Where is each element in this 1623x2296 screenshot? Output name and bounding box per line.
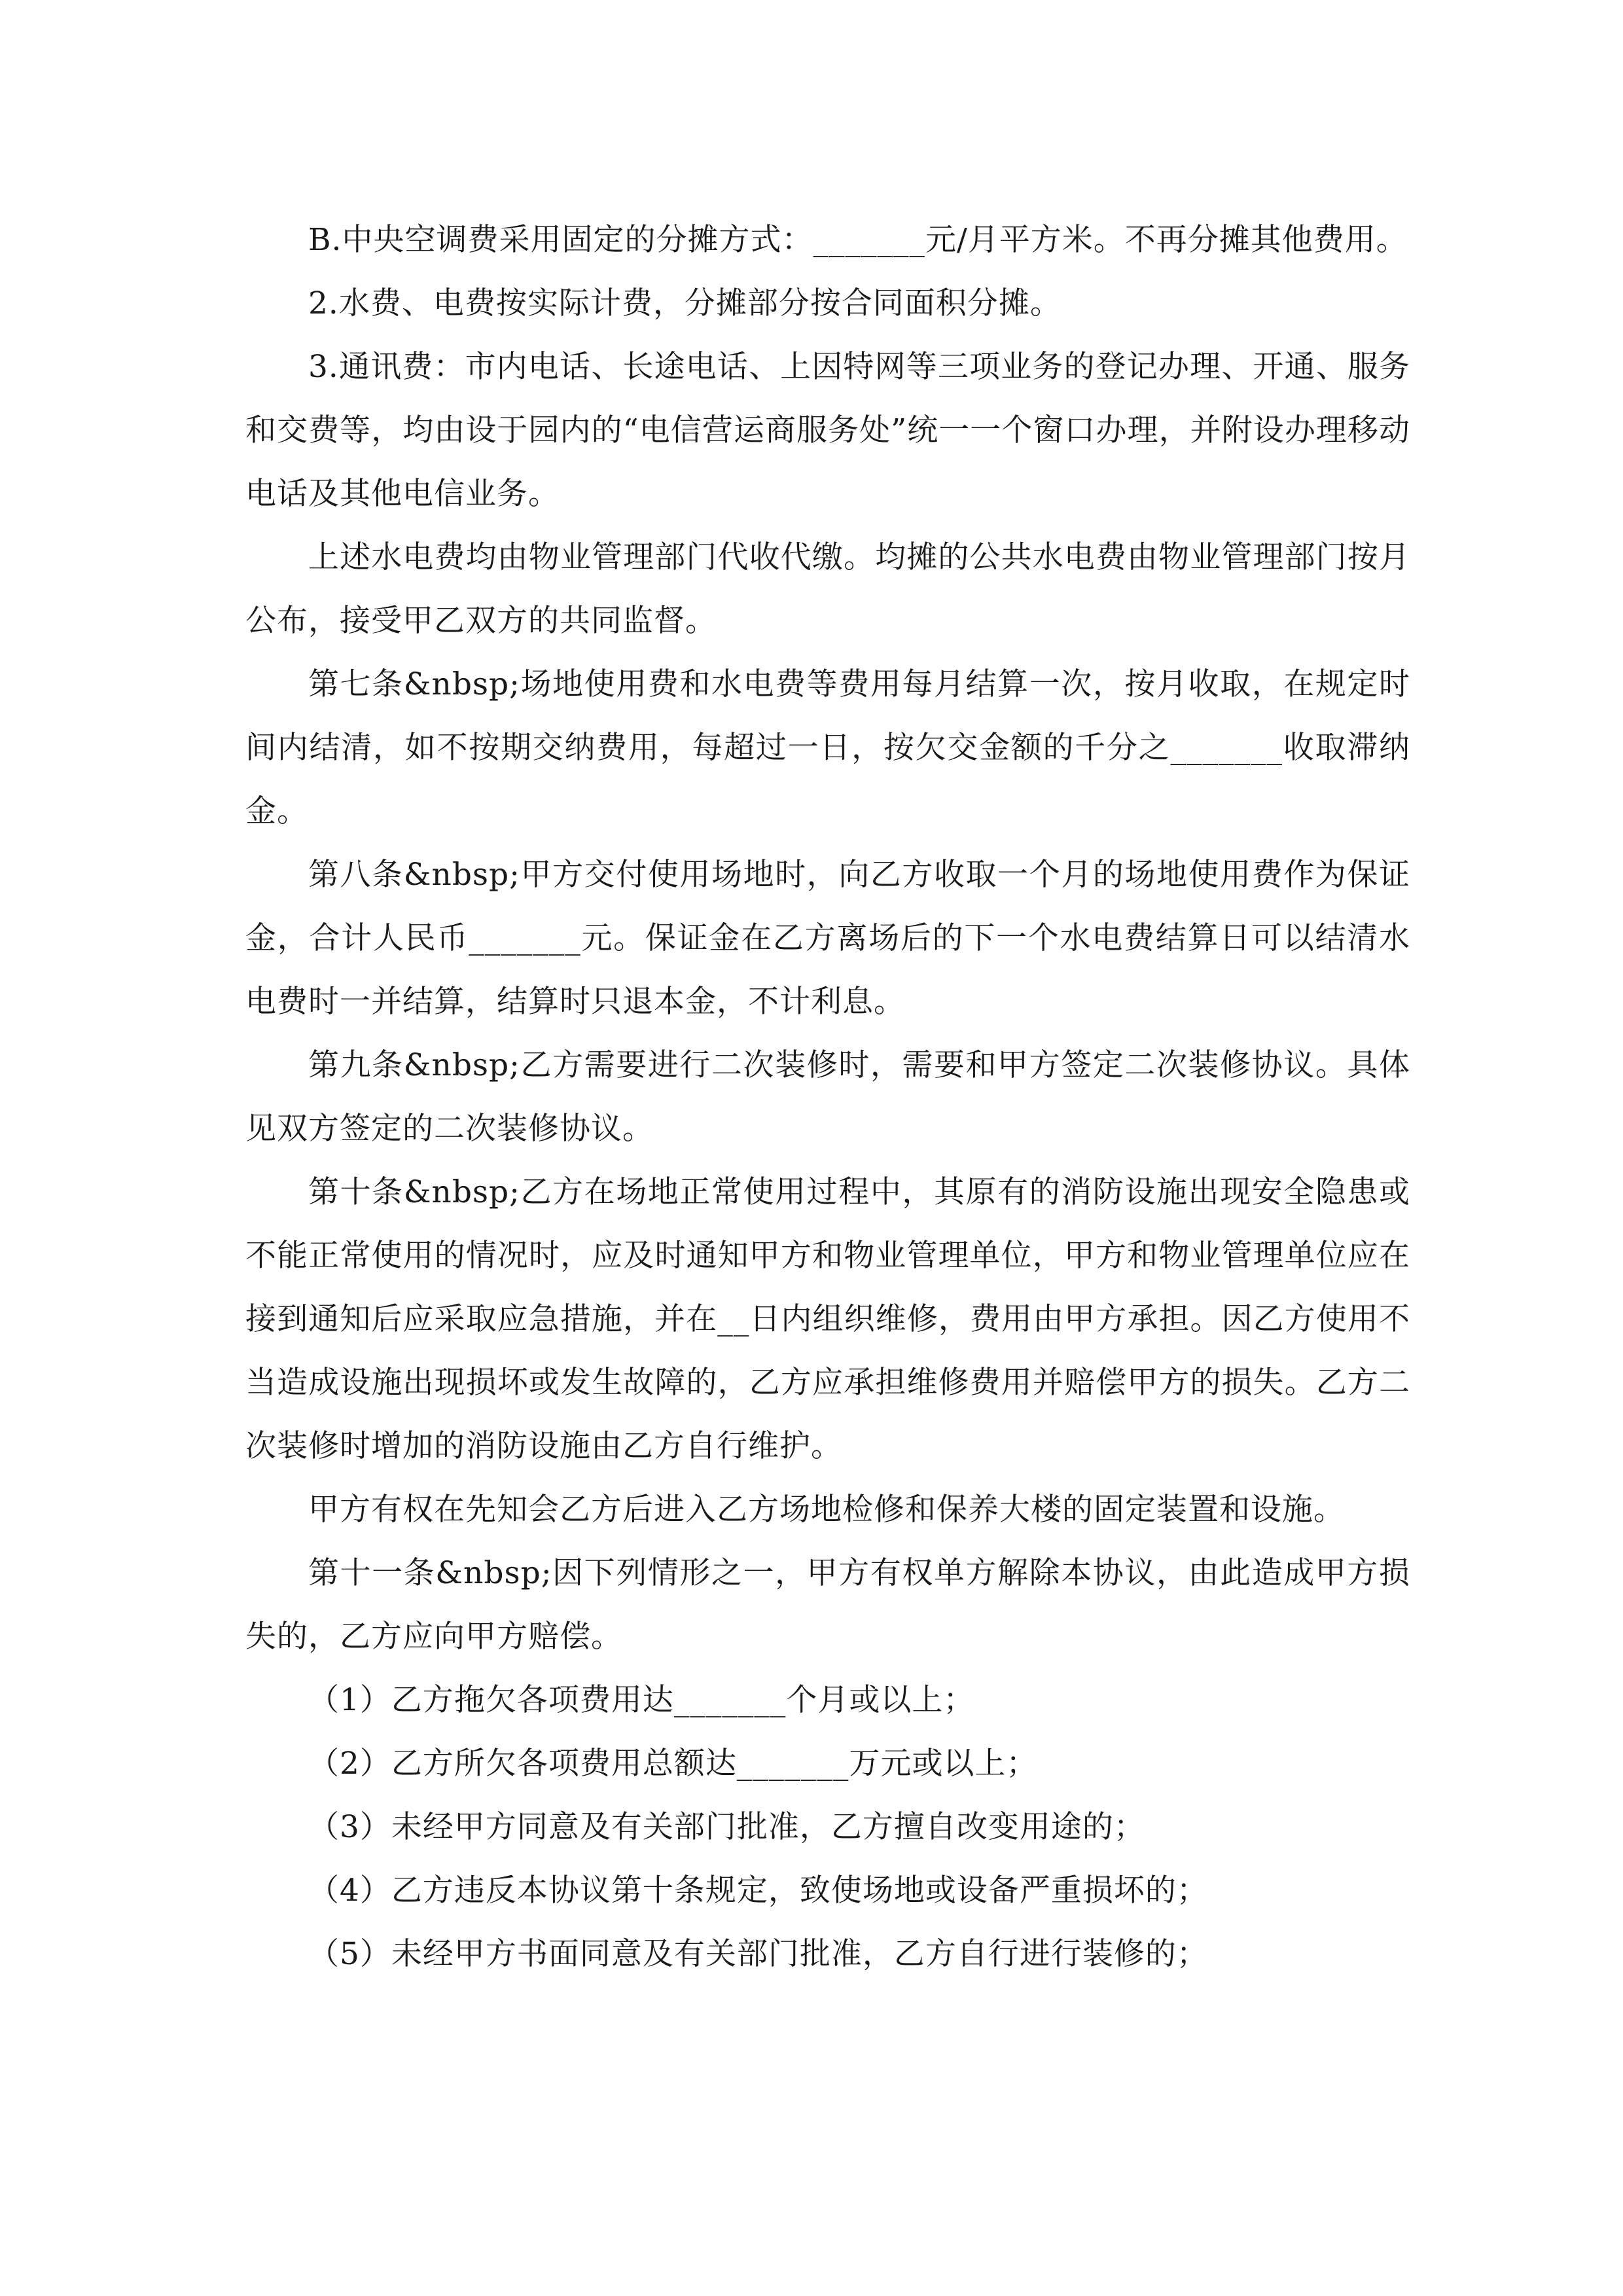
paragraph-article-10: 第十条&nbsp;乙方在场地正常使用过程中，其原有的消防设施出现安全隐患或不能正常使用的情况时，应及时通知甲方和物业管理单位，甲方和物业管理单位应在接到通知后应采取应急措施，并在__日内组织维修，费用由甲方承担。因乙方使用不当造成设施出现损坏或发生故障的，乙方应承担维修费用并赔偿甲方的损失。乙方二次装修时增加的消防设施由乙方自行维护。	[245, 1174, 1410, 1464]
paragraph-water-electricity: 2.水费、电费按实际计费，分摊部分按合同面积分摊。	[308, 285, 1061, 321]
document-body	[245, 208, 1410, 1986]
paragraph-telecom-fee: 3.通讯费：市内电话、长途电话、上因特网等三项业务的登记办理、开通、服务和交费等，均由设于园内的“电信营运商服务处”统一一个窗口办理，并附设办理移动电话及其他电信业务。	[245, 349, 1410, 512]
paragraph-inspection-right: 甲方有权在先知会乙方后进入乙方场地检修和保养大楼的固定装置和设施。	[308, 1492, 1345, 1528]
list-item-3: （3）未经甲方同意及有关部门批准，乙方擅自改变用途的；	[308, 1809, 1145, 1845]
paragraph-utility-collection: 上述水电费均由物业管理部门代收代缴。均摊的公共水电费由物业管理部门按月公布，接受甲乙双方的共同监督。	[245, 539, 1410, 639]
paragraph-article-7: 第七条&nbsp;场地使用费和水电费等费用每月结算一次，按月收取，在规定时间内结清，如不按期交纳费用，每超过一日，按欠交金额的千分之_______收取滞纳金。	[245, 666, 1410, 829]
list-item-5: （5）未经甲方书面同意及有关部门批准，乙方自行进行装修的；	[308, 1936, 1208, 1972]
list-item-2: （2）乙方所欠各项费用总额达_______万元或以上；	[308, 1746, 1038, 1782]
paragraph-article-9: 第九条&nbsp;乙方需要进行二次装修时，需要和甲方签定二次装修协议。具体见双方签定的二次装修协议。	[245, 1047, 1410, 1147]
paragraph-central-ac-fee: B.中央空调费采用固定的分摊方式：_______元/月平方米。不再分摊其他费用。	[308, 222, 1408, 258]
list-item-1: （1）乙方拖欠各项费用达_______个月或以上；	[308, 1682, 975, 1718]
paragraph-article-8: 第八条&nbsp;甲方交付使用场地时，向乙方收取一个月的场地使用费作为保证金，合计人民币_______元。保证金在乙方离场后的下一个水电费结算日可以结清水电费时一并结算，结算时只退本金，不计利息。	[245, 857, 1410, 1020]
paragraph-article-11: 第十一条&nbsp;因下列情形之一，甲方有权单方解除本协议，由此造成甲方损失的，乙方应向甲方赔偿。	[245, 1555, 1410, 1655]
list-item-4: （4）乙方违反本协议第十条规定，致使场地或设备严重损坏的；	[308, 1873, 1208, 1909]
